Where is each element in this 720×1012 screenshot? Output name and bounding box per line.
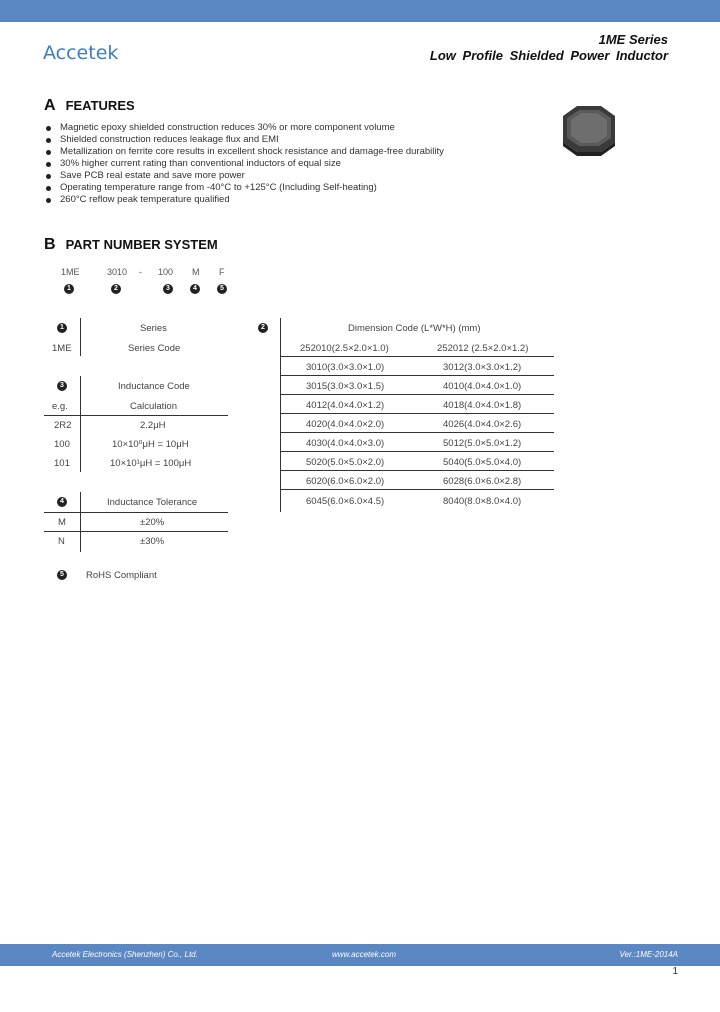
inductance-value: 2.2μH [140,420,166,431]
dimension-cell: 4018(4.0×4.0×1.8) [443,400,522,411]
inductance-eg: e.g. [52,401,68,412]
series-divider [80,318,81,356]
dimension-rule [281,413,554,414]
dimension-rule [281,489,554,490]
page-number: 1 [672,966,678,977]
dimension-rule [281,432,554,433]
dimension-cell: 4012(4.0×4.0×1.2) [306,400,385,411]
inductance-code: 101 [54,458,70,469]
tolerance-rule [44,531,228,532]
pn-inductance: 100 [158,267,174,277]
dimension-cell: 3015(3.0×3.0×1.5) [306,381,385,392]
feature-item: Shielded construction reduces leakage flux and EMI [46,134,444,146]
dimension-divider [280,318,281,512]
dimension-header: Dimension Code (L*W*H) (mm) [348,323,481,334]
feature-item: Save PCB real estate and save more power [46,170,444,182]
tolerance-code: M [58,517,66,528]
dimension-cell: 3010(3.0×3.0×1.0) [306,362,385,373]
dimension-rule [281,451,554,452]
feature-item: Metallization on ferrite core results in excellent shock resistance and damage-free durability [46,146,444,158]
feature-item: Magnetic epoxy shielded construction reduces 30% or more component volume [46,122,444,134]
inductance-code: 100 [54,439,70,450]
rohs-marker: 5 [57,570,67,580]
company-logo: Accetek [43,42,119,64]
dimension-cell: 4020(4.0×4.0×2.0) [306,419,385,430]
section-b-heading [44,236,218,254]
dimension-rule [281,375,554,376]
section-b-letter: B [44,236,56,253]
feature-item: 260°C reflow peak temperature qualified [46,194,444,206]
pn-tolerance: M [192,267,200,277]
features-list [46,122,444,206]
pn-option: F [219,267,225,277]
tolerance-value: ±20% [140,517,165,528]
dimension-cell: 6020(6.0×6.0×2.0) [306,476,385,487]
product-subtitle: Low Profile Shielded Power Inductor [429,48,668,63]
tolerance-header: Inductance Tolerance [107,497,198,508]
series-title: 1ME Series [598,32,668,47]
marker-3: 3 [163,284,173,294]
tolerance-value: ±30% [140,536,165,547]
dimension-cell: 3012(3.0×3.0×1.2) [443,362,522,373]
tolerance-code: N [58,536,65,547]
feature-item: 30% higher current rating than conventional inductors of equal size [46,158,444,170]
inductance-divider [80,376,81,472]
inductance-value: 10×10¹μH = 100μH [110,458,192,469]
dimension-cell: 6045(6.0×6.0×4.5) [306,496,385,507]
rohs-text: RoHS Compliant [86,570,157,581]
dimension-cell: 4026(4.0×4.0×2.6) [443,419,522,430]
feature-item: Operating temperature range from -40°C to +125°C (Including Self-heating) [46,182,444,194]
dimension-rule [281,394,554,395]
footer-bar [0,944,720,966]
pn-dimension: 3010 [107,267,128,277]
footer-company: Accetek Electronics (Shenzhen) Co., Ltd. [52,950,198,959]
dimension-cell: 5020(5.0×5.0×2.0) [306,457,385,468]
dimension-cell: 252012 (2.5×2.0×1.2) [437,343,529,354]
series-marker: 1 [57,323,67,333]
footer-website: www.accetek.com [332,950,397,959]
section-a-heading [44,97,135,115]
series-desc: Series Code [128,343,181,354]
section-a-title: FEATURES [65,98,135,113]
inductance-calc: Calculation [130,401,177,412]
pn-dash: - [139,267,142,277]
tolerance-marker: 4 [57,497,67,507]
marker-5: 5 [217,284,227,294]
inductance-header: Inductance Code [118,381,190,392]
footer-version: Ver.:1ME-2014A [619,950,678,959]
dimension-cell: 6028(6.0×6.0×2.8) [443,476,522,487]
dimension-cell: 4030(4.0×4.0×3.0) [306,438,385,449]
pn-series: 1ME [61,267,80,277]
tolerance-rule [44,512,228,513]
dimension-cell: 5012(5.0×5.0×1.2) [443,438,522,449]
tolerance-divider [80,492,81,552]
inductor-product-image [553,102,623,158]
dimension-rule [281,470,554,471]
section-a-letter: A [44,97,56,114]
dimension-rule [281,356,554,357]
dimension-cell: 252010(2.5×2.0×1.0) [300,343,389,354]
dimension-cell: 8040(8.0×8.0×4.0) [443,496,522,507]
top-banner [0,0,720,22]
dimension-cell: 5040(5.0×5.0×4.0) [443,457,522,468]
marker-2: 2 [111,284,121,294]
marker-4: 4 [190,284,200,294]
section-b-title: PART NUMBER SYSTEM [65,237,218,252]
series-code: 1ME [52,343,72,354]
marker-1: 1 [64,284,74,294]
dimension-cell: 4010(4.0×4.0×1.0) [443,381,522,392]
series-header: Series [140,323,167,334]
inductance-marker: 3 [57,381,67,391]
inductance-code: 2R2 [54,420,72,431]
inductance-value: 10×10⁰μH = 10μH [112,439,189,450]
inductance-rule [44,415,228,416]
dimension-marker: 2 [258,323,268,333]
